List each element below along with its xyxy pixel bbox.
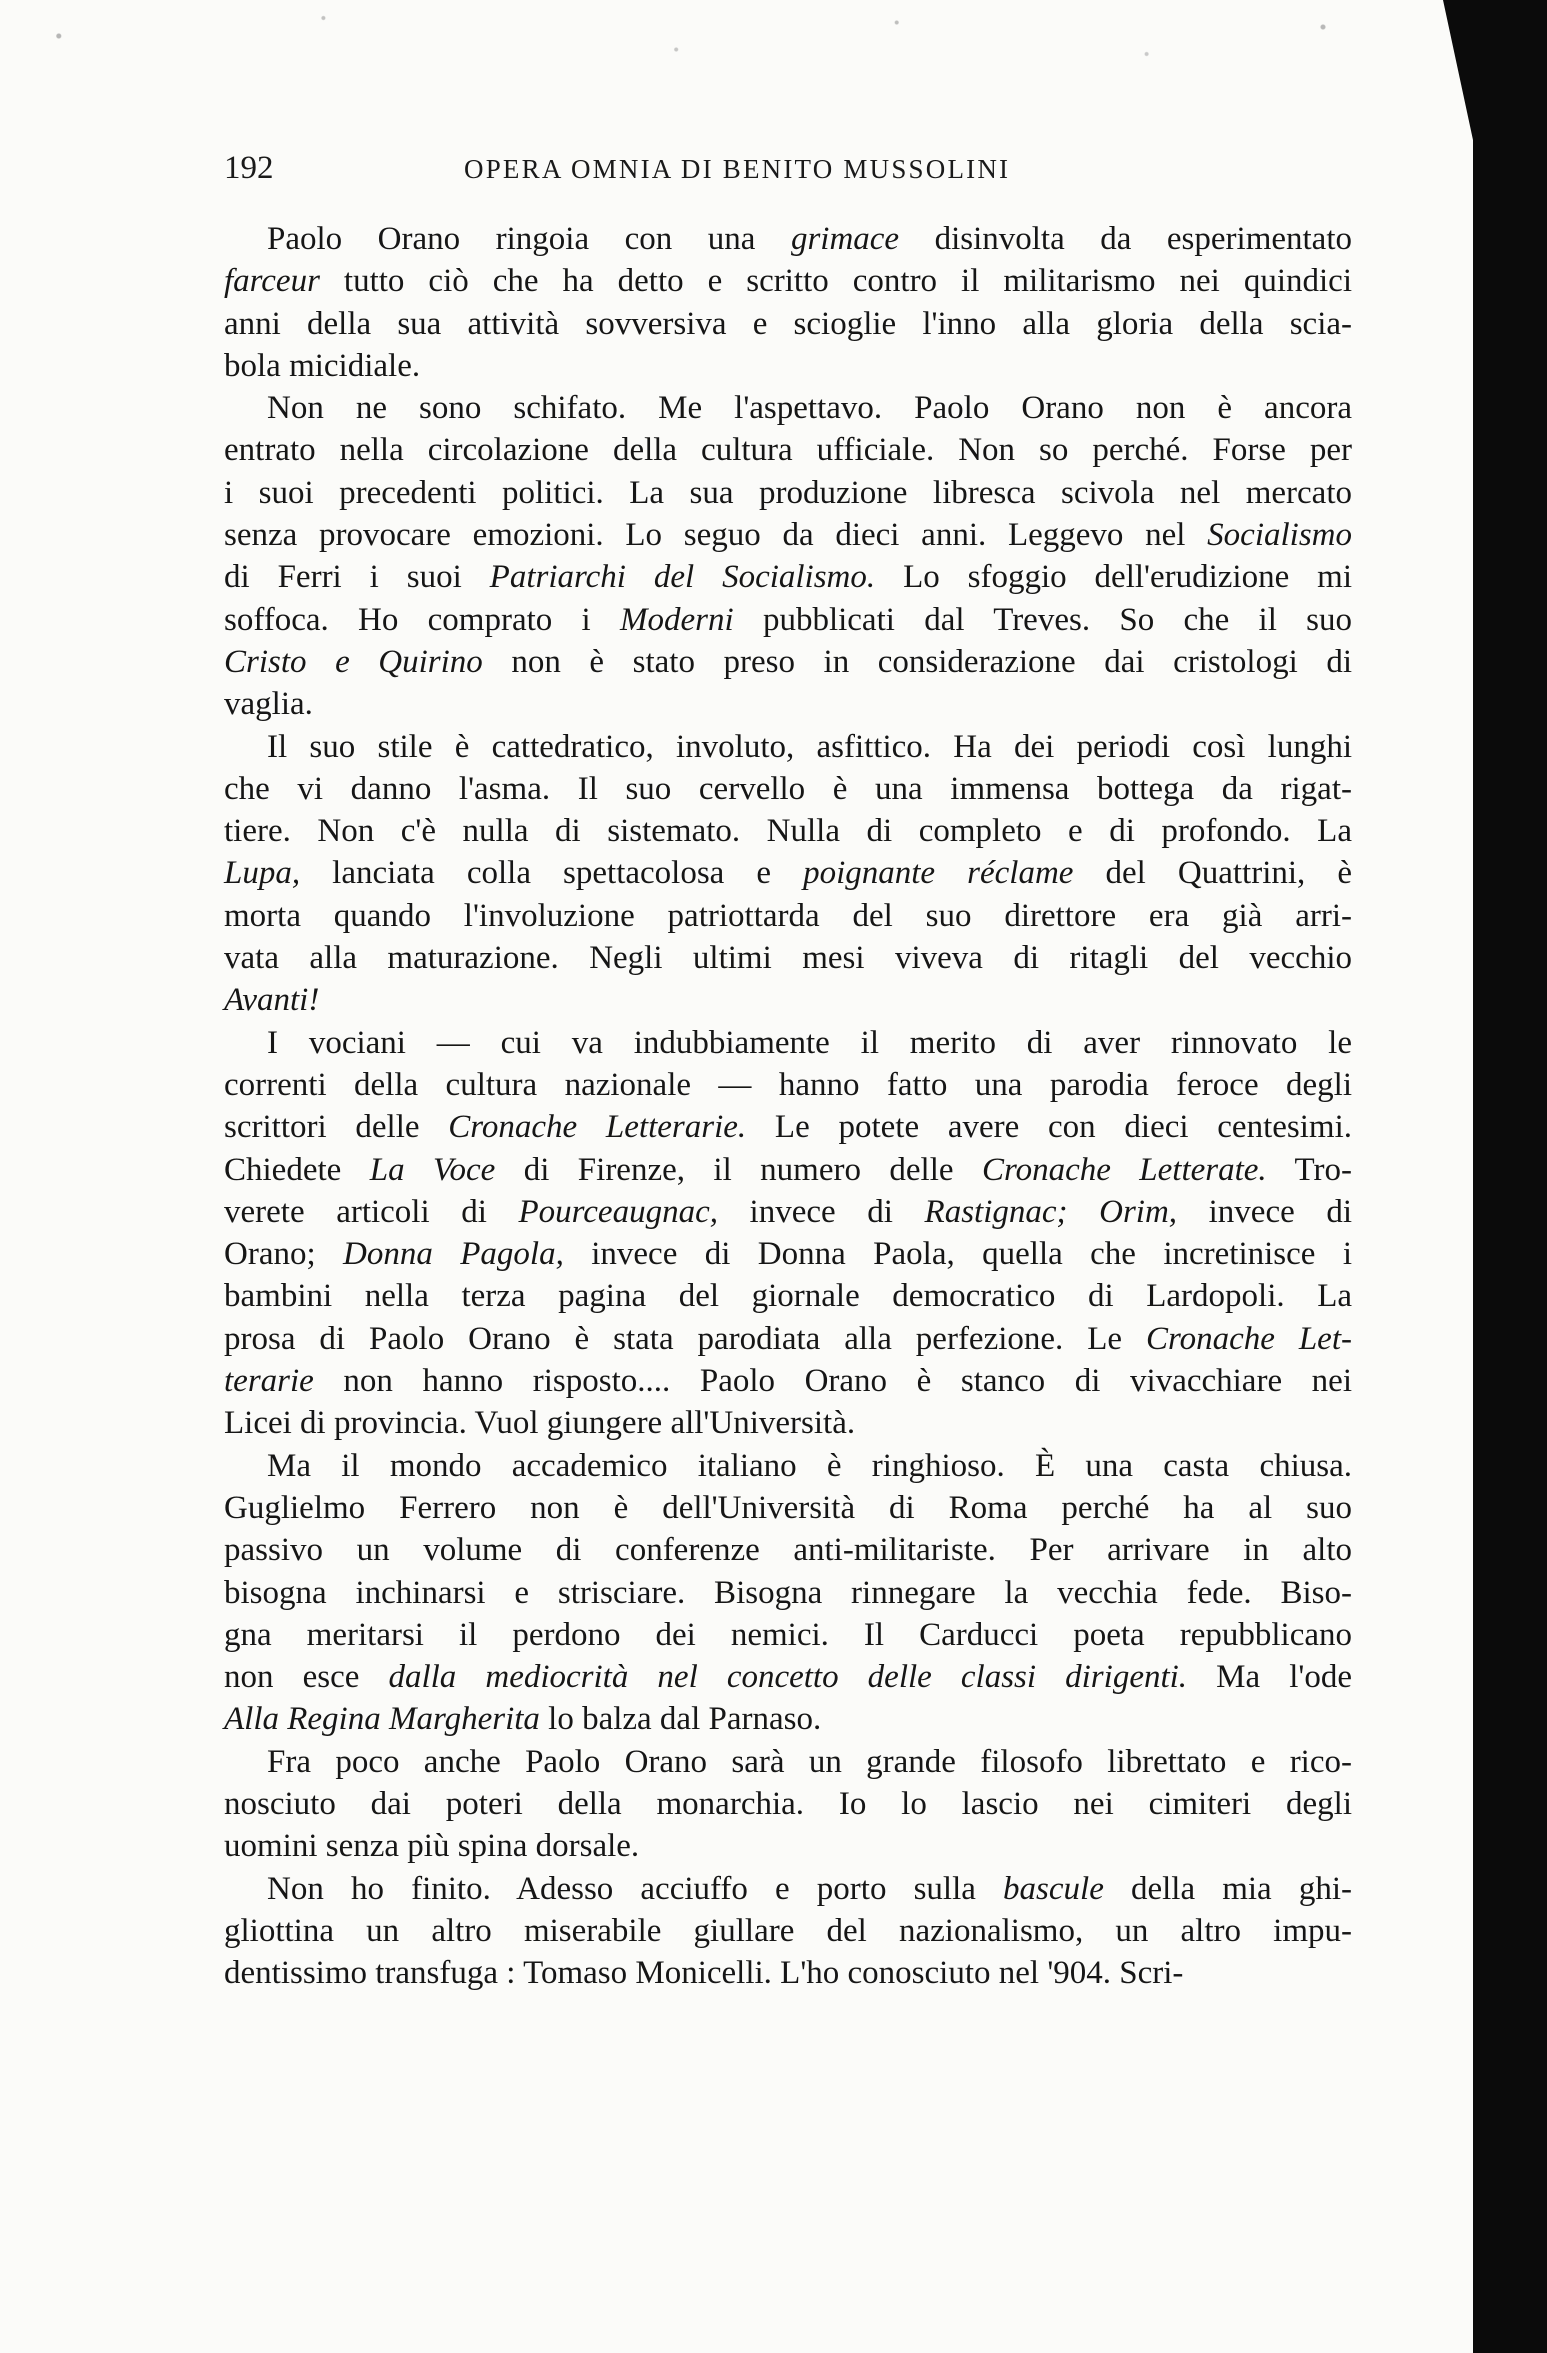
text-run: gna meritarsi il perdono dei nemici. Il Carducci poeta repubblicano [224, 1616, 1352, 1653]
italic-run: grimace [790, 221, 900, 257]
text-run: Tro- [1266, 1151, 1352, 1188]
text-line [224, 810, 1352, 852]
text-line [224, 641, 1352, 683]
text-run: passivo un volume di conferenze anti-militariste. Per arrivare in alto [224, 1532, 1352, 1569]
text-line [224, 1698, 1352, 1740]
text-line [224, 1191, 1352, 1233]
text-line [224, 303, 1352, 345]
text-run: Paolo Orano ringoia con una [267, 221, 791, 257]
text-line [224, 429, 1352, 471]
italic-run: Orim, [1099, 1193, 1178, 1230]
text-line [224, 1614, 1352, 1656]
text-line [224, 1445, 1352, 1487]
text-run: entrato nella circolazione della cultura ufficiale. Non so perché. Forse per [224, 432, 1352, 469]
text-line [224, 1106, 1352, 1148]
text-line [224, 1064, 1352, 1106]
text-run: non hanno risposto.... Paolo Orano è stanco di vivacchiare nei [313, 1363, 1352, 1400]
text-run: correnti della cultura nazionale — hanno fatto una parodia feroce degli [224, 1066, 1352, 1103]
text-run: soffoca. Ho comprato i [224, 601, 621, 638]
text-run: tutto ciò che ha detto e scritto contro il militarismo nei quindici [319, 263, 1352, 300]
text-line [224, 1656, 1352, 1698]
text-run [1068, 1194, 1100, 1230]
text-run: scrittori delle [224, 1109, 449, 1146]
text-run: Lo sfoggio dell'erudizione mi [875, 559, 1352, 596]
text-run: bambini nella terza pagina del giornale democratico di Lardopoli. La [224, 1278, 1352, 1315]
text-line [224, 768, 1352, 810]
italic-run: Cronache Letterarie. [448, 1109, 747, 1146]
text-run: Il suo stile è cattedratico, involuto, asfittico. Ha dei periodi così lunghi [267, 728, 1352, 765]
text-run: invece di Donna Paola, quella che incretinisce i [563, 1236, 1352, 1273]
text-line [224, 1022, 1352, 1064]
text-run: che vi danno l'asma. Il suo cervello è una immensa bottega da rigat- [224, 770, 1352, 807]
text-run: lo balza dal Parnaso. [539, 1701, 822, 1738]
text-line [224, 1360, 1352, 1402]
text-line [224, 345, 1352, 387]
italic-run: Cronache Letterate. [981, 1151, 1267, 1188]
text-run: non è stato preso in considerazione dai cristologi di [482, 643, 1352, 680]
text-run: non esce [224, 1659, 389, 1696]
text-run: di Firenze, il numero delle [495, 1151, 982, 1188]
scan-border-edge [1473, 0, 1547, 2353]
text-run: I vociani — cui va indubbiamente il merito di aver rinnovato le [267, 1024, 1352, 1061]
text-run: pubblicati dal Treves. So che il suo [733, 601, 1353, 638]
italic-run: Patriarchi del Socialismo. [489, 559, 876, 596]
text-line [224, 556, 1352, 598]
text-line [224, 260, 1352, 302]
scan-border-corner [1443, 0, 1473, 140]
text-run: vaglia. [224, 686, 313, 723]
text-line [224, 218, 1352, 260]
italic-run: terarie [224, 1363, 314, 1400]
italic-run: La Voce [369, 1151, 496, 1188]
text-line [224, 387, 1352, 429]
text-run: tiere. Non c'è nulla di sistemato. Nulla di completo e di profondo. La [224, 813, 1352, 850]
text-run: Chiedete [224, 1151, 370, 1188]
text-line [224, 1529, 1352, 1571]
text-run: i suoi precedenti politici. La sua produzione libresca scivola nel mercato [224, 474, 1352, 511]
text-line [224, 937, 1352, 979]
text-line [224, 514, 1352, 556]
paragraph [224, 726, 1352, 1022]
text-line [224, 1952, 1352, 1994]
text-run: bola micidiale. [224, 347, 421, 384]
paragraph [224, 1741, 1352, 1868]
text-run: del Quattrini, è [1073, 855, 1352, 892]
italic-run: Socialismo [1207, 517, 1352, 554]
paragraph [224, 387, 1352, 725]
text-line [224, 1318, 1352, 1360]
text-run: nosciuto dai poteri della monarchia. Io lo lascio nei cimiteri degli [224, 1785, 1352, 1822]
italic-run: Lupa, [224, 855, 301, 892]
text-run: dentissimo transfuga : Tomaso Monicelli. L'ho conosciuto nel '904. Scri- [224, 1955, 1184, 1992]
italic-run: Donna Pagola, [343, 1236, 564, 1273]
text-line [224, 1149, 1352, 1191]
text-line [224, 1783, 1352, 1825]
text-line [224, 1275, 1352, 1317]
italic-run: farceur [224, 263, 320, 300]
text-run: disinvolta da esperimentato [899, 221, 1352, 257]
text-line [224, 1910, 1352, 1952]
italic-run: Pourceaugnac, [518, 1193, 718, 1230]
text-run: Fra poco anche Paolo Orano sarà un grande filosofo librettato e rico- [267, 1743, 1352, 1780]
scan-noise [0, 0, 1470, 90]
text-line [224, 1741, 1352, 1783]
text-run: Guglielmo Ferrero non è dell'Università di Roma perché ha al suo [224, 1489, 1352, 1526]
italic-run: Avanti! [224, 982, 320, 1019]
page-number: 192 [224, 150, 274, 186]
italic-run: Alla Regina Margherita [224, 1701, 540, 1738]
text-run: prosa di Paolo Orano è stata parodiata alla perfezione. Le [224, 1320, 1146, 1357]
italic-run: Moderni [620, 601, 734, 638]
italic-run: Cristo e Quirino [224, 643, 483, 680]
paragraph [224, 218, 1352, 387]
text-run: senza provocare emozioni. Lo seguo da dieci anni. Leggevo nel [224, 517, 1208, 554]
text-line [224, 1825, 1352, 1867]
text-line [224, 895, 1352, 937]
italic-run: Cronache Let- [1145, 1320, 1352, 1357]
page-header [224, 150, 1352, 200]
text-line [224, 726, 1352, 768]
text-run: Non ne sono schifato. Me l'aspettavo. Paolo Orano non è ancora [267, 390, 1352, 427]
text-run: gliottina un altro miserabile giullare del nazionalismo, un altro impu- [224, 1912, 1352, 1949]
italic-run: Rastignac; [924, 1193, 1068, 1230]
italic-run: poignante réclame [803, 855, 1074, 892]
text-run: Ma l'ode [1187, 1659, 1352, 1696]
text-line [224, 683, 1352, 725]
text-line [224, 1572, 1352, 1614]
text-run: vata alla maturazione. Negli ultimi mesi viveva di ritagli del vecchio [224, 940, 1352, 977]
text-run: Le potete avere con dieci centesimi. [746, 1109, 1352, 1146]
text-line [224, 599, 1352, 641]
text-line [224, 979, 1352, 1021]
text-run: Licei di provincia. Vuol giungere all'Università. [224, 1405, 856, 1442]
running-title: OPERA OMNIA DI BENITO MUSSOLINI [464, 154, 1011, 184]
text-line [224, 472, 1352, 514]
text-run: Orano; [224, 1236, 344, 1273]
text-line [224, 1402, 1352, 1444]
text-line [224, 852, 1352, 894]
paragraph [224, 1868, 1352, 1995]
text-run: invece di [717, 1193, 925, 1230]
paragraph [224, 1445, 1352, 1741]
text-run: Non ho finito. Adesso acciuffo e porto sulla [267, 1870, 1004, 1907]
paragraph [224, 1022, 1352, 1445]
text-run: di Ferri i suoi [224, 559, 490, 596]
text-line [224, 1868, 1352, 1910]
text-run: uomini senza più spina dorsale. [224, 1828, 640, 1865]
text-run: Ma il mondo accademico italiano è ringhioso. È una casta chiusa. [267, 1447, 1352, 1484]
text-line [224, 1487, 1352, 1529]
text-run: invece di [1177, 1193, 1353, 1230]
italic-run: bascule [1003, 1870, 1104, 1907]
text-run: morta quando l'involuzione patriottarda del suo direttore era già arri- [224, 897, 1352, 934]
text-run: verete articoli di [224, 1193, 519, 1230]
italic-run: dalla mediocrità nel concetto delle classi dirigenti. [388, 1659, 1188, 1696]
text-run: bisogna inchinarsi e strisciare. Bisogna rinnegare la vecchia fede. Biso- [224, 1574, 1352, 1611]
body-text [224, 218, 1352, 1994]
text-run: lanciata colla spettacolosa e [300, 855, 804, 892]
text-run: della mia ghi- [1103, 1870, 1352, 1907]
text-line [224, 1233, 1352, 1275]
text-run: anni della sua attività sovversiva e scioglie l'inno alla gloria della scia- [224, 305, 1352, 342]
